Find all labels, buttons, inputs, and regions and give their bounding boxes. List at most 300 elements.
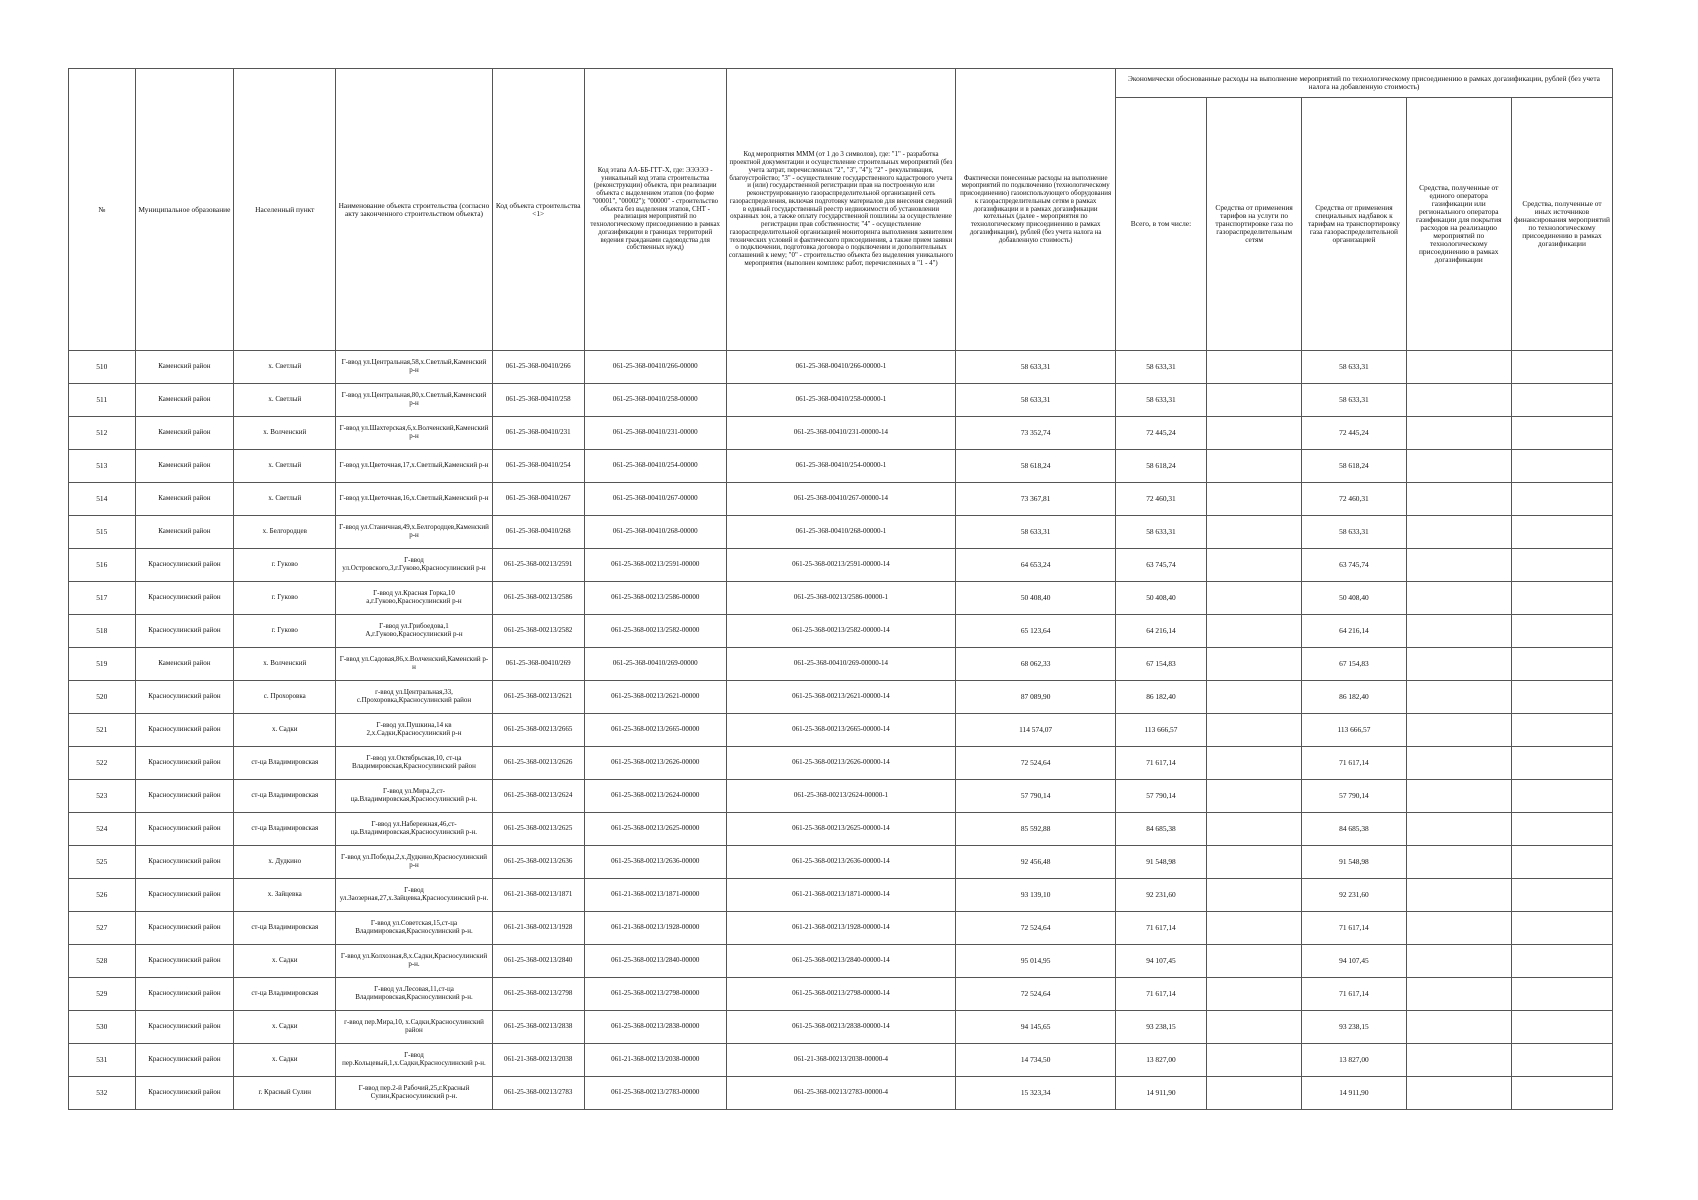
cell-event-code: 061-25-368-00410/231-00000-14 <box>726 417 956 450</box>
cell-object-name: Г-ввод ул.Советская,15,ст-ца Владимировская,Красносулинский р-н. <box>336 912 492 945</box>
cell-tariff-funds <box>1206 978 1301 1011</box>
table-row <box>69 846 1613 879</box>
cell-settlement: х. Светлый <box>234 384 336 417</box>
cell-municipality: Красносулинский район <box>135 1044 234 1077</box>
cell-object-code: 061-25-368-00213/2636 <box>492 846 584 879</box>
cell-special-surcharge-funds: 71 617,14 <box>1302 912 1406 945</box>
cell-settlement: х. Садки <box>234 1044 336 1077</box>
cell-municipality: Красносулинский район <box>135 846 234 879</box>
cell-operator-funds <box>1406 648 1511 681</box>
cell-settlement: х. Волченский <box>234 417 336 450</box>
cell-tariff-funds <box>1206 450 1301 483</box>
table-row <box>69 417 1613 450</box>
table-header <box>69 69 1613 351</box>
cell-operator-funds <box>1406 1044 1511 1077</box>
cell-municipality: Красносулинский район <box>135 1011 234 1044</box>
cell-number: 520 <box>69 681 136 714</box>
table-row <box>69 450 1613 483</box>
cell-object-code: 061-25-368-00213/2798 <box>492 978 584 1011</box>
cell-tariff-funds <box>1206 813 1301 846</box>
cell-special-surcharge-funds: 58 618,24 <box>1302 450 1406 483</box>
cell-special-surcharge-funds: 92 231,60 <box>1302 879 1406 912</box>
cell-tariff-funds <box>1206 615 1301 648</box>
cell-object-code: 061-25-368-00410/269 <box>492 648 584 681</box>
cell-special-surcharge-funds: 14 911,90 <box>1302 1077 1406 1110</box>
table-body <box>69 351 1613 1110</box>
cell-total: 113 666,57 <box>1116 714 1207 747</box>
cell-total: 71 617,14 <box>1116 978 1207 1011</box>
cell-operator-funds <box>1406 945 1511 978</box>
cell-settlement: х. Светлый <box>234 450 336 483</box>
cell-special-surcharge-funds: 58 633,31 <box>1302 384 1406 417</box>
cell-object-name: Г-ввод ул.Цветочная,17,х.Светлый,Каменский р-н <box>336 450 492 483</box>
header-total: Всего, в том числе: <box>1116 98 1207 351</box>
cell-total: 93 238,15 <box>1116 1011 1207 1044</box>
cell-object-code: 061-25-368-00213/2665 <box>492 714 584 747</box>
cell-actual-costs: 58 633,31 <box>956 351 1116 384</box>
cell-actual-costs: 58 618,24 <box>956 450 1116 483</box>
cell-object-name: Г-ввод ул.Пушкина,14 кв 2,х.Садки,Красносулинский р-н <box>336 714 492 747</box>
cell-stage-code: 061-25-368-00410/267-00000 <box>584 483 726 516</box>
cell-special-surcharge-funds: 71 617,14 <box>1302 978 1406 1011</box>
cell-tariff-funds <box>1206 549 1301 582</box>
header-event-code: Код мероприятия МММ (от 1 до 3 символов), где: "1" - разработка проектной документации и осуществление строительных мероприятий (без учета затрат, перечисленных "2", "3", "4"); "2" - рекультивация, благоустройство; "3" - осуществление государственного кадастрового учета и (или) государственной регистрации прав на построенную или реконструированную газораспределительной организацией сеть газораспределения, включая подготовку материалов для внесения сведений в единый государственный реестр недвижимости об установлении охранных зон, а также оплату государственной пошлины за осуществление регистрации прав собственности; "4" - осуществление газораспределительной организацией мониторинга выполнения заявителем технических условий и фактического присоединения, а также прием заявки о подключении, подготовка договора о подключении и дополнительных соглашений к нему; "0" - строительство объекта без выделения уникального мероприятия (выполнен комплекс работ, перечисленных в "1 - 4") <box>726 69 956 351</box>
cell-event-code: 061-21-368-00213/2038-00000-4 <box>726 1044 956 1077</box>
cell-actual-costs: 92 456,48 <box>956 846 1116 879</box>
cell-actual-costs: 65 123,64 <box>956 615 1116 648</box>
cell-special-surcharge-funds: 94 107,45 <box>1302 945 1406 978</box>
cell-total: 63 745,74 <box>1116 549 1207 582</box>
cell-municipality: Каменский район <box>135 351 234 384</box>
cell-object-name: Г-ввод пер.Кольцевый,1,х.Садки,Красносулинский р-н. <box>336 1044 492 1077</box>
cell-total: 72 460,31 <box>1116 483 1207 516</box>
cell-settlement: г. Гуково <box>234 549 336 582</box>
cell-actual-costs: 94 145,65 <box>956 1011 1116 1044</box>
table-row <box>69 912 1613 945</box>
cell-tariff-funds <box>1206 912 1301 945</box>
cell-actual-costs: 58 633,31 <box>956 516 1116 549</box>
cell-object-name: г-ввод пер.Мира,10, х.Садки,Красносулинский район <box>336 1011 492 1044</box>
cell-actual-costs: 57 790,14 <box>956 780 1116 813</box>
cell-other-funds <box>1511 516 1612 549</box>
cell-municipality: Красносулинский район <box>135 582 234 615</box>
table-row <box>69 351 1613 384</box>
cell-operator-funds <box>1406 483 1511 516</box>
cell-actual-costs: 14 734,50 <box>956 1044 1116 1077</box>
cell-municipality: Красносулинский район <box>135 1077 234 1110</box>
cell-other-funds <box>1511 549 1612 582</box>
cell-number: 518 <box>69 615 136 648</box>
cell-other-funds <box>1511 846 1612 879</box>
cell-event-code: 061-25-368-00213/2783-00000-4 <box>726 1077 956 1110</box>
cell-municipality: Каменский район <box>135 450 234 483</box>
header-object-name: Наименование объекта строительства (согласно акту законченного строительством объекта) <box>336 69 492 351</box>
cell-object-code: 061-25-368-00410/254 <box>492 450 584 483</box>
cell-object-code: 061-25-368-00410/258 <box>492 384 584 417</box>
cell-actual-costs: 72 524,64 <box>956 912 1116 945</box>
header-special-surcharge-funds: Средства от применения специальных надбавок к тарифам на транспортировку газа газораспределительной организацией <box>1302 98 1406 351</box>
cell-settlement: х. Садки <box>234 945 336 978</box>
cell-settlement: ст-ца Владимировская <box>234 747 336 780</box>
cell-municipality: Красносулинский район <box>135 681 234 714</box>
cell-other-funds <box>1511 714 1612 747</box>
cell-settlement: х. Садки <box>234 714 336 747</box>
cell-object-code: 061-25-368-00213/2838 <box>492 1011 584 1044</box>
cell-object-name: Г-ввод ул.Заозерная,27,х.Зайцевка,Красносулинский р-н. <box>336 879 492 912</box>
cell-stage-code: 061-25-368-00213/2838-00000 <box>584 1011 726 1044</box>
cell-actual-costs: 50 408,40 <box>956 582 1116 615</box>
cell-actual-costs: 73 352,74 <box>956 417 1116 450</box>
cell-stage-code: 061-25-368-00213/2586-00000 <box>584 582 726 615</box>
cell-stage-code: 061-25-368-00410/258-00000 <box>584 384 726 417</box>
cell-settlement: г. Гуково <box>234 615 336 648</box>
cell-tariff-funds <box>1206 945 1301 978</box>
cell-actual-costs: 87 089,90 <box>956 681 1116 714</box>
cell-object-code: 061-25-368-00410/266 <box>492 351 584 384</box>
cell-actual-costs: 73 367,81 <box>956 483 1116 516</box>
table-row <box>69 483 1613 516</box>
cell-number: 523 <box>69 780 136 813</box>
cell-stage-code: 061-25-368-00410/269-00000 <box>584 648 726 681</box>
cell-total: 67 154,83 <box>1116 648 1207 681</box>
cell-settlement: х. Зайцевка <box>234 879 336 912</box>
cell-other-funds <box>1511 1011 1612 1044</box>
cell-number: 510 <box>69 351 136 384</box>
cell-special-surcharge-funds: 50 408,40 <box>1302 582 1406 615</box>
cell-stage-code: 061-25-368-00213/2582-00000 <box>584 615 726 648</box>
cell-tariff-funds <box>1206 1044 1301 1077</box>
cell-object-code: 061-25-368-00213/2582 <box>492 615 584 648</box>
table-row <box>69 813 1613 846</box>
cell-event-code: 061-25-368-00213/2582-00000-14 <box>726 615 956 648</box>
header-object-code: Код объекта строительства <1> <box>492 69 584 351</box>
cell-settlement: х. Светлый <box>234 483 336 516</box>
cell-municipality: Красносулинский район <box>135 780 234 813</box>
table-row <box>69 582 1613 615</box>
cell-actual-costs: 93 139,10 <box>956 879 1116 912</box>
cell-stage-code: 061-25-368-00213/2783-00000 <box>584 1077 726 1110</box>
cell-stage-code: 061-21-368-00213/1871-00000 <box>584 879 726 912</box>
cell-tariff-funds <box>1206 351 1301 384</box>
cell-actual-costs: 72 524,64 <box>956 978 1116 1011</box>
cell-number: 512 <box>69 417 136 450</box>
cell-stage-code: 061-25-368-00213/2591-00000 <box>584 549 726 582</box>
cell-object-code: 061-21-368-00213/1928 <box>492 912 584 945</box>
cell-operator-funds <box>1406 747 1511 780</box>
cell-total: 58 633,31 <box>1116 516 1207 549</box>
cell-number: 516 <box>69 549 136 582</box>
table-row <box>69 780 1613 813</box>
cell-other-funds <box>1511 879 1612 912</box>
cell-stage-code: 061-25-368-00410/266-00000 <box>584 351 726 384</box>
cell-municipality: Красносулинский район <box>135 747 234 780</box>
cell-object-name: Г-ввод ул.Красная Горка,10 а,г.Гуково,Красносулинский р-н <box>336 582 492 615</box>
cell-number: 525 <box>69 846 136 879</box>
cell-event-code: 061-25-368-00213/2838-00000-14 <box>726 1011 956 1044</box>
cell-object-code: 061-25-368-00213/2586 <box>492 582 584 615</box>
table-row <box>69 648 1613 681</box>
cell-tariff-funds <box>1206 879 1301 912</box>
cell-other-funds <box>1511 945 1612 978</box>
cell-other-funds <box>1511 648 1612 681</box>
cell-number: 527 <box>69 912 136 945</box>
cell-other-funds <box>1511 813 1612 846</box>
cell-municipality: Каменский район <box>135 648 234 681</box>
cell-object-name: Г-ввод пер.2-й Рабочий,25,г.Красный Сулин,Красносулинский р-н. <box>336 1077 492 1110</box>
cell-municipality: Красносулинский район <box>135 549 234 582</box>
cell-special-surcharge-funds: 58 633,31 <box>1302 351 1406 384</box>
header-justified-costs-group: Экономически обоснованные расходы на выполнение мероприятий по технологическому присоединению в рамках догазификации, рублей (без учета налога на добавленную стоимость) <box>1116 69 1613 98</box>
cell-other-funds <box>1511 912 1612 945</box>
cell-number: 515 <box>69 516 136 549</box>
cell-object-code: 061-21-368-00213/1871 <box>492 879 584 912</box>
cell-event-code: 061-25-368-00410/266-00000-1 <box>726 351 956 384</box>
cell-special-surcharge-funds: 84 685,38 <box>1302 813 1406 846</box>
cell-operator-funds <box>1406 813 1511 846</box>
cell-actual-costs: 95 014,95 <box>956 945 1116 978</box>
cell-total: 57 790,14 <box>1116 780 1207 813</box>
cell-municipality: Каменский район <box>135 384 234 417</box>
cell-actual-costs: 58 633,31 <box>956 384 1116 417</box>
cell-other-funds <box>1511 1077 1612 1110</box>
table-row <box>69 1011 1613 1044</box>
cell-total: 71 617,14 <box>1116 912 1207 945</box>
table-row <box>69 747 1613 780</box>
cell-stage-code: 061-21-368-00213/2038-00000 <box>584 1044 726 1077</box>
cell-tariff-funds <box>1206 714 1301 747</box>
cell-actual-costs: 72 524,64 <box>956 747 1116 780</box>
cell-operator-funds <box>1406 1077 1511 1110</box>
cell-operator-funds <box>1406 780 1511 813</box>
cell-object-name: Г-ввод ул.Шахтерская,6,х.Волченский,Каменский р-н <box>336 417 492 450</box>
cell-object-name: Г-ввод ул.Победы,2,х.Дудкино,Красносулинский р-н <box>336 846 492 879</box>
cell-number: 511 <box>69 384 136 417</box>
cell-total: 58 633,31 <box>1116 351 1207 384</box>
cell-other-funds <box>1511 582 1612 615</box>
cell-settlement: ст-ца Владимировская <box>234 912 336 945</box>
cell-stage-code: 061-25-368-00213/2624-00000 <box>584 780 726 813</box>
cell-number: 532 <box>69 1077 136 1110</box>
cell-stage-code: 061-25-368-00213/2626-00000 <box>584 747 726 780</box>
cell-special-surcharge-funds: 86 182,40 <box>1302 681 1406 714</box>
table-row <box>69 615 1613 648</box>
cell-number: 528 <box>69 945 136 978</box>
cell-stage-code: 061-21-368-00213/1928-00000 <box>584 912 726 945</box>
cell-number: 524 <box>69 813 136 846</box>
cell-event-code: 061-25-368-00410/269-00000-14 <box>726 648 956 681</box>
cell-object-code: 061-25-368-00213/2840 <box>492 945 584 978</box>
table-row <box>69 978 1613 1011</box>
cell-municipality: Красносулинский район <box>135 879 234 912</box>
cell-object-code: 061-25-368-00213/2624 <box>492 780 584 813</box>
cell-object-name: Г-ввод ул.Островского,3,г.Гуково,Красносулинский р-н <box>336 549 492 582</box>
cell-tariff-funds <box>1206 582 1301 615</box>
cell-object-code: 061-25-368-00213/2783 <box>492 1077 584 1110</box>
header-number: № <box>69 69 136 351</box>
cell-event-code: 061-21-368-00213/1928-00000-14 <box>726 912 956 945</box>
cell-object-code: 061-25-368-00410/267 <box>492 483 584 516</box>
cell-total: 91 548,98 <box>1116 846 1207 879</box>
cell-object-code: 061-25-368-00410/268 <box>492 516 584 549</box>
cell-operator-funds <box>1406 1011 1511 1044</box>
cell-operator-funds <box>1406 582 1511 615</box>
cell-operator-funds <box>1406 516 1511 549</box>
cell-operator-funds <box>1406 450 1511 483</box>
cell-special-surcharge-funds: 13 827,00 <box>1302 1044 1406 1077</box>
cell-total: 84 685,38 <box>1116 813 1207 846</box>
cell-special-surcharge-funds: 91 548,98 <box>1302 846 1406 879</box>
cell-tariff-funds <box>1206 648 1301 681</box>
cell-event-code: 061-25-368-00213/2798-00000-14 <box>726 978 956 1011</box>
cell-municipality: Каменский район <box>135 516 234 549</box>
cell-municipality: Красносулинский район <box>135 978 234 1011</box>
cell-settlement: г. Гуково <box>234 582 336 615</box>
cell-settlement: ст-ца Владимировская <box>234 813 336 846</box>
cell-number: 513 <box>69 450 136 483</box>
table-row <box>69 549 1613 582</box>
cell-special-surcharge-funds: 57 790,14 <box>1302 780 1406 813</box>
cell-other-funds <box>1511 483 1612 516</box>
cell-total: 14 911,90 <box>1116 1077 1207 1110</box>
cell-event-code: 061-25-368-00410/267-00000-14 <box>726 483 956 516</box>
cell-object-name: Г-ввод ул.Колхозная,8,х.Садки,Красносулинский р-н. <box>336 945 492 978</box>
cell-event-code: 061-25-368-00213/2840-00000-14 <box>726 945 956 978</box>
cell-other-funds <box>1511 351 1612 384</box>
cell-stage-code: 061-25-368-00213/2840-00000 <box>584 945 726 978</box>
cell-settlement: ст-ца Владимировская <box>234 978 336 1011</box>
cell-tariff-funds <box>1206 483 1301 516</box>
header-tariff-funds: Средства от применения тарифов на услуги по транспортировке газа по газораспределительным сетям <box>1206 98 1301 351</box>
cell-object-code: 061-25-368-00213/2621 <box>492 681 584 714</box>
cell-number: 530 <box>69 1011 136 1044</box>
cell-other-funds <box>1511 681 1612 714</box>
cell-event-code: 061-25-368-00213/2626-00000-14 <box>726 747 956 780</box>
cell-special-surcharge-funds: 64 216,14 <box>1302 615 1406 648</box>
cell-object-name: Г-ввод ул.Грибоедова,1 А,г.Гуково,Красносулинский р-н <box>336 615 492 648</box>
cell-operator-funds <box>1406 417 1511 450</box>
cell-tariff-funds <box>1206 780 1301 813</box>
cell-event-code: 061-25-368-00213/2591-00000-14 <box>726 549 956 582</box>
cell-total: 64 216,14 <box>1116 615 1207 648</box>
cell-actual-costs: 64 653,24 <box>956 549 1116 582</box>
cell-stage-code: 061-25-368-00213/2665-00000 <box>584 714 726 747</box>
cell-event-code: 061-25-368-00410/268-00000-1 <box>726 516 956 549</box>
cell-operator-funds <box>1406 714 1511 747</box>
cell-settlement: г. Красный Сулин <box>234 1077 336 1110</box>
table-row <box>69 384 1613 417</box>
cell-object-code: 061-25-368-00213/2591 <box>492 549 584 582</box>
header-settlement: Населенный пункт <box>234 69 336 351</box>
cell-settlement: х. Белгородцев <box>234 516 336 549</box>
cell-event-code: 061-25-368-00213/2625-00000-14 <box>726 813 956 846</box>
cell-number: 529 <box>69 978 136 1011</box>
cell-settlement: х. Светлый <box>234 351 336 384</box>
cell-settlement: х. Садки <box>234 1011 336 1044</box>
cell-operator-funds <box>1406 615 1511 648</box>
cell-municipality: Красносулинский район <box>135 813 234 846</box>
cell-object-name: Г-ввод ул.Октябрьская,10, ст-ца Владимировская,Красносулинский район <box>336 747 492 780</box>
cell-stage-code: 061-25-368-00213/2625-00000 <box>584 813 726 846</box>
table-row <box>69 714 1613 747</box>
cell-stage-code: 061-25-368-00213/2798-00000 <box>584 978 726 1011</box>
cell-actual-costs: 85 592,88 <box>956 813 1116 846</box>
table-row <box>69 516 1613 549</box>
cell-object-name: Г-ввод ул.Цветочная,16,х.Светлый,Каменский р-н <box>336 483 492 516</box>
header-operator-funds: Средства, полученные от единого оператора газификации или регионального оператора газификации для покрытия расходов на реализацию мероприятий по технологическому присоединению в рамках догазификации <box>1406 98 1511 351</box>
cell-object-code: 061-25-368-00213/2626 <box>492 747 584 780</box>
cell-operator-funds <box>1406 912 1511 945</box>
header-actual-costs: Фактически понесенные расходы на выполнение мероприятий по подключению (технологическому присоединению) газоиспользующего оборудования к газораспределительным сетям в рамках догазификации и в рамках догазификации котельных (далее - мероприятия по технологическому присоединению в рамках догазификации), рублей (без учета налога на добавленную стоимость) <box>956 69 1116 351</box>
cell-operator-funds <box>1406 351 1511 384</box>
cell-number: 517 <box>69 582 136 615</box>
cell-actual-costs: 15 323,34 <box>956 1077 1116 1110</box>
cell-event-code: 061-25-368-00213/2636-00000-14 <box>726 846 956 879</box>
cell-object-name: Г-ввод ул.Станичная,49,х.Белгородцев,Каменский р-н <box>336 516 492 549</box>
cell-special-surcharge-funds: 71 617,14 <box>1302 747 1406 780</box>
cell-total: 13 827,00 <box>1116 1044 1207 1077</box>
cell-total: 94 107,45 <box>1116 945 1207 978</box>
cell-other-funds <box>1511 1044 1612 1077</box>
cell-object-name: Г-ввод ул.Центральная,58,х.Светлый,Каменский р-н <box>336 351 492 384</box>
cell-operator-funds <box>1406 681 1511 714</box>
header-other-funds: Средства, полученные от иных источников финансирования мероприятий по технологическому присоединению в рамках догазификации <box>1511 98 1612 351</box>
cell-event-code: 061-21-368-00213/1871-00000-14 <box>726 879 956 912</box>
cell-number: 521 <box>69 714 136 747</box>
cell-object-name: Г-ввод ул.Мира,2,ст-ца.Владимировская,Красносулинский р-н. <box>336 780 492 813</box>
cell-stage-code: 061-25-368-00213/2621-00000 <box>584 681 726 714</box>
cell-special-surcharge-funds: 67 154,83 <box>1302 648 1406 681</box>
header-municipality: Муниципальное образование <box>135 69 234 351</box>
cell-other-funds <box>1511 978 1612 1011</box>
cell-object-code: 061-25-368-00410/231 <box>492 417 584 450</box>
cell-object-name: Г-ввод ул.Набережная,46,ст-ца.Владимировская,Красносулинский р-н. <box>336 813 492 846</box>
cell-tariff-funds <box>1206 846 1301 879</box>
cell-number: 526 <box>69 879 136 912</box>
cell-operator-funds <box>1406 384 1511 417</box>
cell-special-surcharge-funds: 113 666,57 <box>1302 714 1406 747</box>
document-sheet <box>68 68 1613 1110</box>
cell-tariff-funds <box>1206 681 1301 714</box>
cell-other-funds <box>1511 747 1612 780</box>
cell-municipality: Красносулинский район <box>135 714 234 747</box>
cell-settlement: х. Дудкино <box>234 846 336 879</box>
cell-municipality: Красносулинский район <box>135 615 234 648</box>
cell-total: 58 633,31 <box>1116 384 1207 417</box>
cell-event-code: 061-25-368-00410/254-00000-1 <box>726 450 956 483</box>
cell-actual-costs: 114 574,07 <box>956 714 1116 747</box>
cell-event-code: 061-25-368-00213/2624-00000-1 <box>726 780 956 813</box>
cell-special-surcharge-funds: 63 745,74 <box>1302 549 1406 582</box>
cell-municipality: Каменский район <box>135 483 234 516</box>
cell-special-surcharge-funds: 72 445,24 <box>1302 417 1406 450</box>
cell-operator-funds <box>1406 978 1511 1011</box>
cell-operator-funds <box>1406 846 1511 879</box>
cell-tariff-funds <box>1206 384 1301 417</box>
dogazification-table <box>68 68 1613 1110</box>
cell-special-surcharge-funds: 93 238,15 <box>1302 1011 1406 1044</box>
cell-actual-costs: 68 062,33 <box>956 648 1116 681</box>
cell-other-funds <box>1511 780 1612 813</box>
cell-object-code: 061-21-368-00213/2038 <box>492 1044 584 1077</box>
cell-object-name: Г-ввод ул.Садовая,86,х.Волченский,Каменский р-н <box>336 648 492 681</box>
cell-special-surcharge-funds: 72 460,31 <box>1302 483 1406 516</box>
cell-tariff-funds <box>1206 1077 1301 1110</box>
cell-total: 50 408,40 <box>1116 582 1207 615</box>
cell-special-surcharge-funds: 58 633,31 <box>1302 516 1406 549</box>
cell-stage-code: 061-25-368-00410/231-00000 <box>584 417 726 450</box>
cell-operator-funds <box>1406 549 1511 582</box>
cell-number: 522 <box>69 747 136 780</box>
